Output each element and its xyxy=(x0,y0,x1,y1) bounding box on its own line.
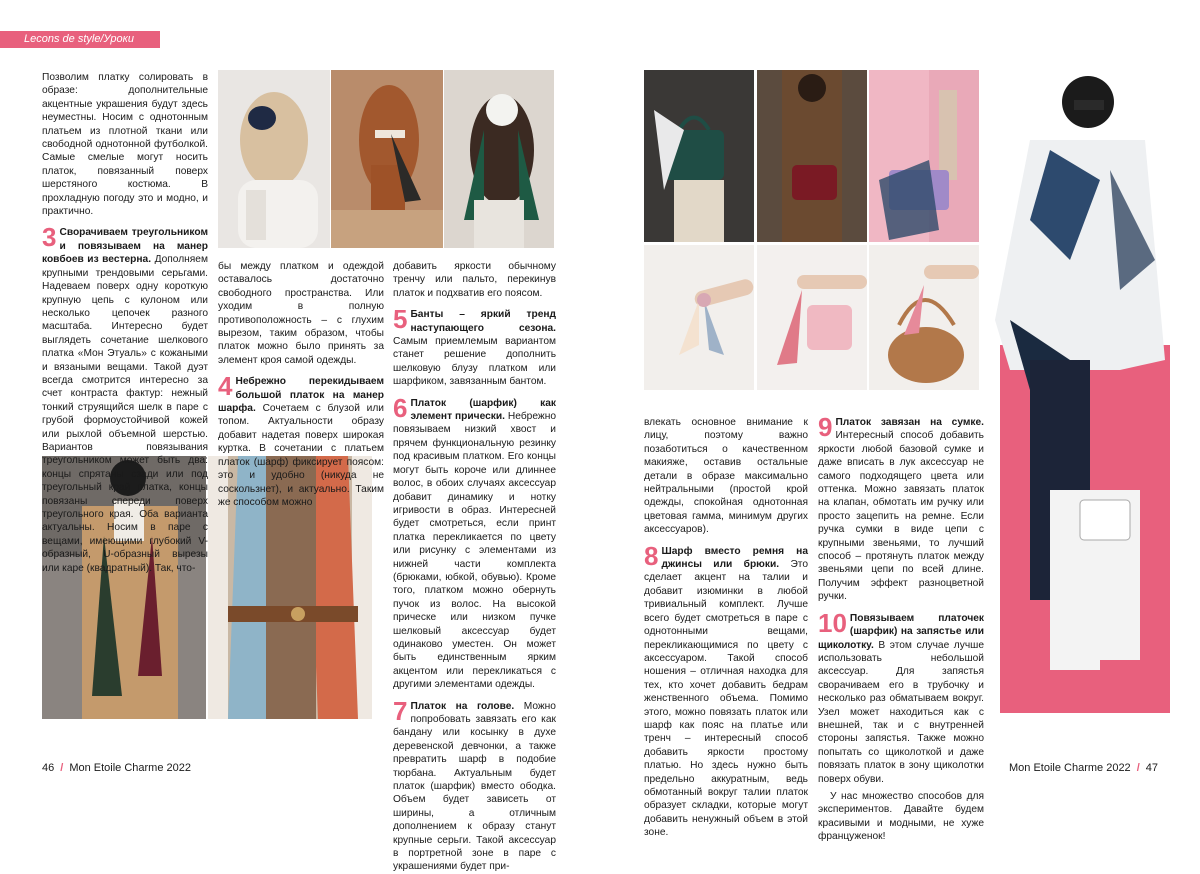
section-9 xyxy=(818,412,984,604)
photo-hair-knot-scarf xyxy=(444,70,554,248)
column-5 xyxy=(818,412,984,844)
column-4 xyxy=(644,416,808,840)
left-page-number: 46 xyxy=(42,762,55,774)
photo-purple-bag-scarf xyxy=(869,70,979,242)
section-10-number: 10 xyxy=(818,607,847,638)
right-folio-separator: / xyxy=(1136,762,1140,774)
section-4 xyxy=(218,371,384,509)
photo-hair-bow-scarf xyxy=(218,70,330,248)
section-10 xyxy=(818,607,984,786)
section-4-heading: Небрежно перекидываем большой платок на манер шарфа. xyxy=(218,376,384,415)
section-6-text: Небрежно повязываем низкий хвост и прячем функциональную резинку под красивым платком. Его концы могут быть короче или длиннее волос, в обоих случаях аксессуар добавит динамику и нотку игривости в образ. Интересней будет смотреться, если принт платка перекликается по цвету или рисунку с элементами из нижней части комплекта (брюками, юбкой, обувью). Кроме того, платком можно обернуть пучок из волос. На высокой прическе или низком пучке шелковый аксессуар будет одинаково уместен. Он может быть единственным ярким акцентом или перекликаться с другими элементами одежды. xyxy=(393,411,556,691)
column-4-continuation: влекать основное внимание к лицу, поэтому важно позаботиться о качественном макияже, оставив остальные детали в образе максимально нейтральными (простой крой одежды, спокойная однотонная цветовая гамма, минимум других аксессуаров). xyxy=(644,417,808,536)
section-7-number: 7 xyxy=(393,695,408,726)
section-4-number: 4 xyxy=(218,371,233,402)
section-5-heading: Банты – яркий тренд наступающего сезона. xyxy=(410,309,556,334)
section-7-heading: Платок на голове. xyxy=(410,700,515,712)
section-5 xyxy=(393,304,556,388)
section-8-heading: Шарф вместо ремня на джинсы или брюки. xyxy=(661,545,808,571)
section-7 xyxy=(393,695,556,874)
column-3 xyxy=(393,260,556,874)
right-page-number: 47 xyxy=(1145,762,1158,774)
left-folio xyxy=(42,762,191,774)
photo-pink-box-bag-scarf xyxy=(757,245,867,390)
section-6-number: 6 xyxy=(393,392,408,423)
column-2 xyxy=(218,260,384,509)
column-1 xyxy=(42,71,208,575)
right-magazine-title: Mon Etoile Charme 2022 xyxy=(1009,762,1131,774)
photo-model-oversized-scarf xyxy=(990,60,1170,670)
section-6-heading: Платок (шарфик) как элемент прически. xyxy=(410,397,556,423)
section-8 xyxy=(644,540,808,840)
photo-red-bag-scarf xyxy=(757,70,867,242)
section-10-text: В этом случае лучше использовать небольшой аксессуар. Для запястья сворачиваем его в трубочку и несколько раз обматываем вокруг. Узел может находиться как с внешней, так и с внутренней стороны запястья. Также можно попытать со щиколоткой и даже повязать платок в зону щиколотки поверх обуви. xyxy=(818,639,984,785)
photo-green-bag-scarf xyxy=(644,70,754,242)
intro-paragraph: Позволим платку солировать в образе: дополнительные акцентные украшения будут здесь неуместны. Носим с однотонным платьем из плотной ткани или свободной однотонной футболкой. Самые смелые могут носить платок, повязанный поверх шерстяного костюма. В прохладную погоду это и модно, и практично. xyxy=(42,72,208,218)
column-3-continuation: добавить яркости обычному тренчу или пальто, перекинув платок и подхватив его поясом. xyxy=(393,261,556,299)
section-9-heading: Платок завязан на сумке. xyxy=(835,417,984,428)
left-folio-separator: / xyxy=(60,762,64,774)
section-6 xyxy=(393,392,556,692)
section-9-number: 9 xyxy=(818,412,833,442)
section-8-text: Это сделает акцент на талии и добавит изюминки в любой тривиальный комплект. Лучше всего будет смотреться в паре с однотонными вещами, перекликающимися по цвету с аксессуаром. Такой способ ношения – отличная находка для тех, кто хочет добавить бедрам женственного объема. Помимо этого, можно повязать платок или шарф как пояс на платье или тренч – интересный способ добавить яркости простому платью. Но здесь нужно быть предельно аккуратным, ведь обмотанный вокруг талии платок образует складки, которые могут добавить ненужный объем в этой зоне. xyxy=(644,559,808,839)
photo-wicker-basket-scarf xyxy=(869,245,979,390)
section-3-text: Дополняем крупными трендовыми серьгами. Надеваем поверх одну короткую крупную цепь с кулоном или несколько цепочек разного масштаба. Интересно будет выглядеть сочетание шелкового платка «Мон Этуаль» с кожаными и вязаными вещами. Такой дуэт всегда смотрится интересно за счет контраста фактур: нежный тонкий струящийся шелк в паре с грубой формоустойчивой кожей или рыхлой объемной шерстью. Вариантов повязывания треугольником может быть два: концы спрятаны сзади или под треугольный край платка, концы повязаны спереди поверх треугольного края. Оба варианта актуальны. Носим в паре с вещами, имеющими глубокий V-образный, U-образный вырезы или каре (квадратный). Так, что- xyxy=(42,254,208,574)
section-5-text: Самым приемлемым вариантом станет решение дополнить шелковую блузу платком или шарфиком, завязанным бантом. xyxy=(393,336,556,388)
section-3-number: 3 xyxy=(42,222,57,253)
right-folio xyxy=(1009,762,1158,774)
section-3 xyxy=(42,222,208,575)
photo-wrist-scarf xyxy=(644,245,754,390)
outro-paragraph: У нас множество способов для экспериментов. Давайте будем красивыми и модными, не хуже француженок! xyxy=(818,790,984,843)
left-magazine-title: Mon Etoile Charme 2022 xyxy=(69,762,191,774)
column-2-continuation: бы между платком и одеждой оставалось достаточно свободного пространства. Или уходим в полную противоположность – с глухим вырезом, таким образом, чтобы платок можно было принять за элемент кроя самой одежды. xyxy=(218,261,384,366)
section-4-text: Сочетаем с блузой или топом. Актуальности образу добавит надетая поверх широкая куртка. В сочетании с платьем платок (шарф) фиксирует поясом: это и удобно (никуда не соскользнет), и актуально. Таким же способом можно xyxy=(218,403,384,508)
section-label-bar xyxy=(0,31,160,57)
section-8-number: 8 xyxy=(644,540,659,571)
section-7-text: Можно попробовать завязать его как бандану или косынку в духе деревенской девчонки, а также превратить шарф в подобие тюрбана. Актуальным будет платок (шарфик) вместо ободка. Объем будет зависеть от ширины, а отличным дополнением к образу станут крупные серьги. Такой аксессуар в портретной зоне в паре с украшениями будет при- xyxy=(393,700,556,873)
section-label: Lecons de style/Уроки стиля xyxy=(24,33,134,57)
section-3-heading: Сворачиваем треугольником и повязываем на манер ковбоев из вестерна. xyxy=(42,227,208,266)
photo-ponytail-scarf xyxy=(331,70,443,248)
section-10-heading: Повязываем платочек (шарфик) на запястье или щиколотку. xyxy=(818,612,984,651)
section-5-number: 5 xyxy=(393,304,408,335)
section-9-text: Интересный способ добавить яркости любой базовой сумке и даже вписать в лук аксессуар не самого подходящего цвета или оттенка. Можно завязать платок на клапан, обмотать им ручку или просто зацепить на ремне. Если ручка сумки в виде цепи с крупными звеньями, то лучший способ – протянуть платок между звеньями цепи по всей длине. Получим эффект разноцветной ручки. xyxy=(818,430,984,603)
